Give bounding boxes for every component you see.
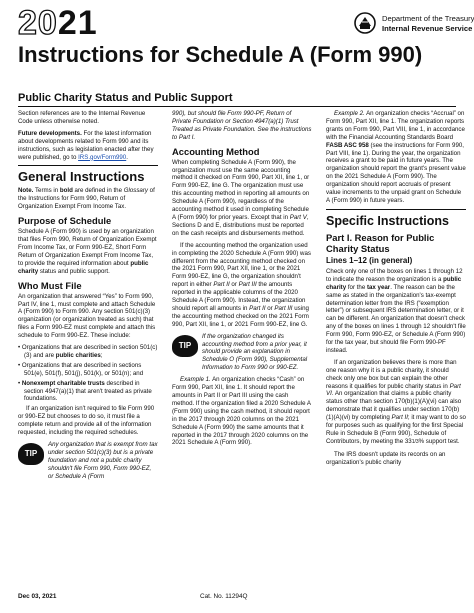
catalog-number: Cat. No. 11294Q xyxy=(200,593,248,600)
tip-box xyxy=(18,441,158,481)
accounting-method-heading: Accounting Method xyxy=(172,145,260,157)
agency-name xyxy=(382,14,474,33)
tip-continuation: 990), but should file Form 990-PF, Return of Private Foundation or Section 4947(a)(1) Trust Treated as Private Foundation. See the instructions to Part I. xyxy=(172,110,312,141)
specific-instructions-heading: Specific Instructions xyxy=(326,213,449,228)
lines-1-12-paragraph: Check only one of the boxes on lines 1 through 12 to indicate the reason the organization is a public charity for the tax year. The reason can be the same as stated in the organization's tax-exempt determination letter from the IRS (“exemption letter”) or subsequent IRS determination letter, or it can be different. An organization that doesn't check any of the boxes on lines 1 through 12 shouldn't file Form 990, Form 990-EZ, or Schedule A (Form 990) for the tax year, but should file Form 990-PF instead. xyxy=(326,267,466,354)
general-instructions-heading: General Instructions xyxy=(18,169,145,185)
section-divider xyxy=(18,165,158,166)
note-paragraph: Note. Terms in bold are defined in the Glossary of the Instructions for Form 990, Return of Organization Exempt From Income Tax. xyxy=(18,187,155,211)
tip-text: If the organization changed its accounting method from a prior year, it should provide an explanation in Schedule O (Form 990), Supplemental Information to Form 990 or 990-EZ. xyxy=(202,332,308,372)
form990-link[interactable]: IRS.gov/Form990 xyxy=(78,153,127,161)
accounting-method-paragraph: When completing Schedule A (Form 990), the organization must use the same accounting method it checked on Form 990, Part XII, line 1, or Form 990-EZ, line G. The organization must use this accounting method in reporting all amounts on Schedule A (Form 990), regardless of the accounting method it used in completing Schedule A (Form 990) for prior years. Except that in Part V, Sections D and E, distributions must be reported on the cash receipts and disbursements method. xyxy=(172,158,310,237)
revision-date: Dec 03, 2021 xyxy=(18,593,57,600)
tax-year xyxy=(18,6,98,40)
column-3 xyxy=(326,110,466,471)
header-divider xyxy=(18,106,456,107)
accounting-change-paragraph: If the accounting method the organization used in completing the 2020 Schedule A (Form 990) was different from the accounting method checked on the 2021 Form 990, Part XII, line 1, or the 2021 Form 990-EZ, line G, the organization shouldn't report in either Part II or Part III the amounts reported in the applicable columns of the 2020 Schedule A (Form 990). Instead, the organization should report all amounts in Part II or Part III using the accounting method checked on the 2021 Form 990, Part XII, line 1, or 2021 Form 990-EZ, line G. xyxy=(172,241,311,328)
tip-box xyxy=(172,333,312,373)
irs-records-paragraph: The IRS doesn't update its records on an organization's public charity xyxy=(326,450,446,466)
purpose-paragraph: Schedule A (Form 990) is used by an organization that files Form 990, Return of Organization Exempt From Income Tax, or Form 990-EZ, Short Form Return of Organization Exempt From Income Tax, to provide the required information about public charity status and public support. xyxy=(18,228,157,275)
department-line: Department of the Treasury xyxy=(382,14,474,23)
list-item: • Organizations that are described in section 501(c)(3) and are public charities; xyxy=(18,344,158,359)
tip-icon: TIP xyxy=(18,443,44,465)
lines-1-12-heading: Lines 1–12 (in general) xyxy=(326,255,413,265)
section-reference-note: Section references are to the Internal Revenue Code unless otherwise noted. xyxy=(18,110,146,125)
irs-eagle-logo-icon xyxy=(354,12,376,34)
example-1-paragraph: Example 1. An organization checks “Cash” on Form 990, Part XII, line 1. It should report the amounts in Part II or Part III using the cash method. If the organization filed a 2020 Schedule A (Form 990) using the cash method, it should report in the 2017 through 2020 columns on the 2021 Schedule A (Form 990) the same amounts that it reported in the 2017 through 2020 columns on the 2021 Schedule A (Form 990). xyxy=(172,376,311,447)
irs-line: Internal Revenue Service xyxy=(382,23,473,33)
multiple-reasons-paragraph: If an organization believes there is more than one reason why it is a public charity, it should check only one box but can explain the other reasons it qualifies for public charity status in Part VI. An organization that claims a public charity status other than section 170(b)(1)(A)(vi) can also demonstrate that it qualifies under section 170(b)(1)(A)(vi) by completing Part II; it may want to do so for purposes such as qualifying for the first Special Rule in Schedule B (Form 990), Schedule of Contributors, by meeting the 331/3% support test. xyxy=(326,358,466,445)
fraction: 1/3 xyxy=(411,438,419,445)
future-developments-paragraph: Future developments. For the latest information about developments related to Form 990 and its instructions, such as legislation enacted after they were published, go to IRS.gov/Form990. xyxy=(18,129,154,161)
tip-icon: TIP xyxy=(172,335,198,357)
list-item: • Nonexempt charitable trusts described in section 4947(a)(1) that aren't treated as private foundations. xyxy=(18,379,152,403)
tip-text: Any organization that is exempt from tax under section 501(c)(3) but is a private foundation and not a public charity shouldn't file Form 990, Form 990-EZ, or Schedule A (Form xyxy=(48,441,158,480)
document-title: Instructions for Schedule A (Form 990) xyxy=(18,42,423,67)
document-subtitle: Public Charity Status and Public Support xyxy=(18,92,233,104)
column-2 xyxy=(172,110,312,451)
future-developments-label: Future developments. xyxy=(18,129,82,137)
column-1 xyxy=(18,110,158,485)
section-divider xyxy=(326,209,466,210)
not-required-paragraph: If an organization isn't required to file Form 990 or 990-EZ but chooses to do so, it must file a complete return and provide all of the information requested, including the required schedules. xyxy=(18,405,155,437)
year-prefix: 20 xyxy=(18,4,58,42)
purpose-heading: Purpose of Schedule xyxy=(18,215,112,227)
who-must-file-paragraph: An organization that answered “Yes” to Form 990, Part IV, line 1, must complete and attach Schedule A (Form 990) to Form 990. Any section 501(c)(3) organization (or organization treated as such) that files a Form 990-EZ must complete and attach this schedule to Form 990-EZ. These include: xyxy=(18,292,156,340)
part-1-heading: Part I. Reason for Public Charity Status xyxy=(326,231,435,254)
who-must-file-heading: Who Must File xyxy=(18,279,82,291)
list-item: • Organizations that are described in sections 501(e), 501(f), 501(j), 501(k), or 501(n); and xyxy=(18,361,144,377)
year-suffix: 21 xyxy=(57,4,98,42)
example-2-paragraph: Example 2. An organization checks “Accrual” on Form 990, Part XII, line 1. The organization reports grants on Form 990, Part VIII, line 1, in accordance with the Financial Accounting Standards Board FASB ASC 958 (see the instructions for Form 990, Part VIII, line 1). During the year, the organization receives a grant to be paid in future years. The organization should report the grant's present value on the 2021 Schedule A (Form 990). The organization should report accruals of present value increments to the unpaid grant on Schedule A (Form 990) in future years. xyxy=(326,110,466,204)
